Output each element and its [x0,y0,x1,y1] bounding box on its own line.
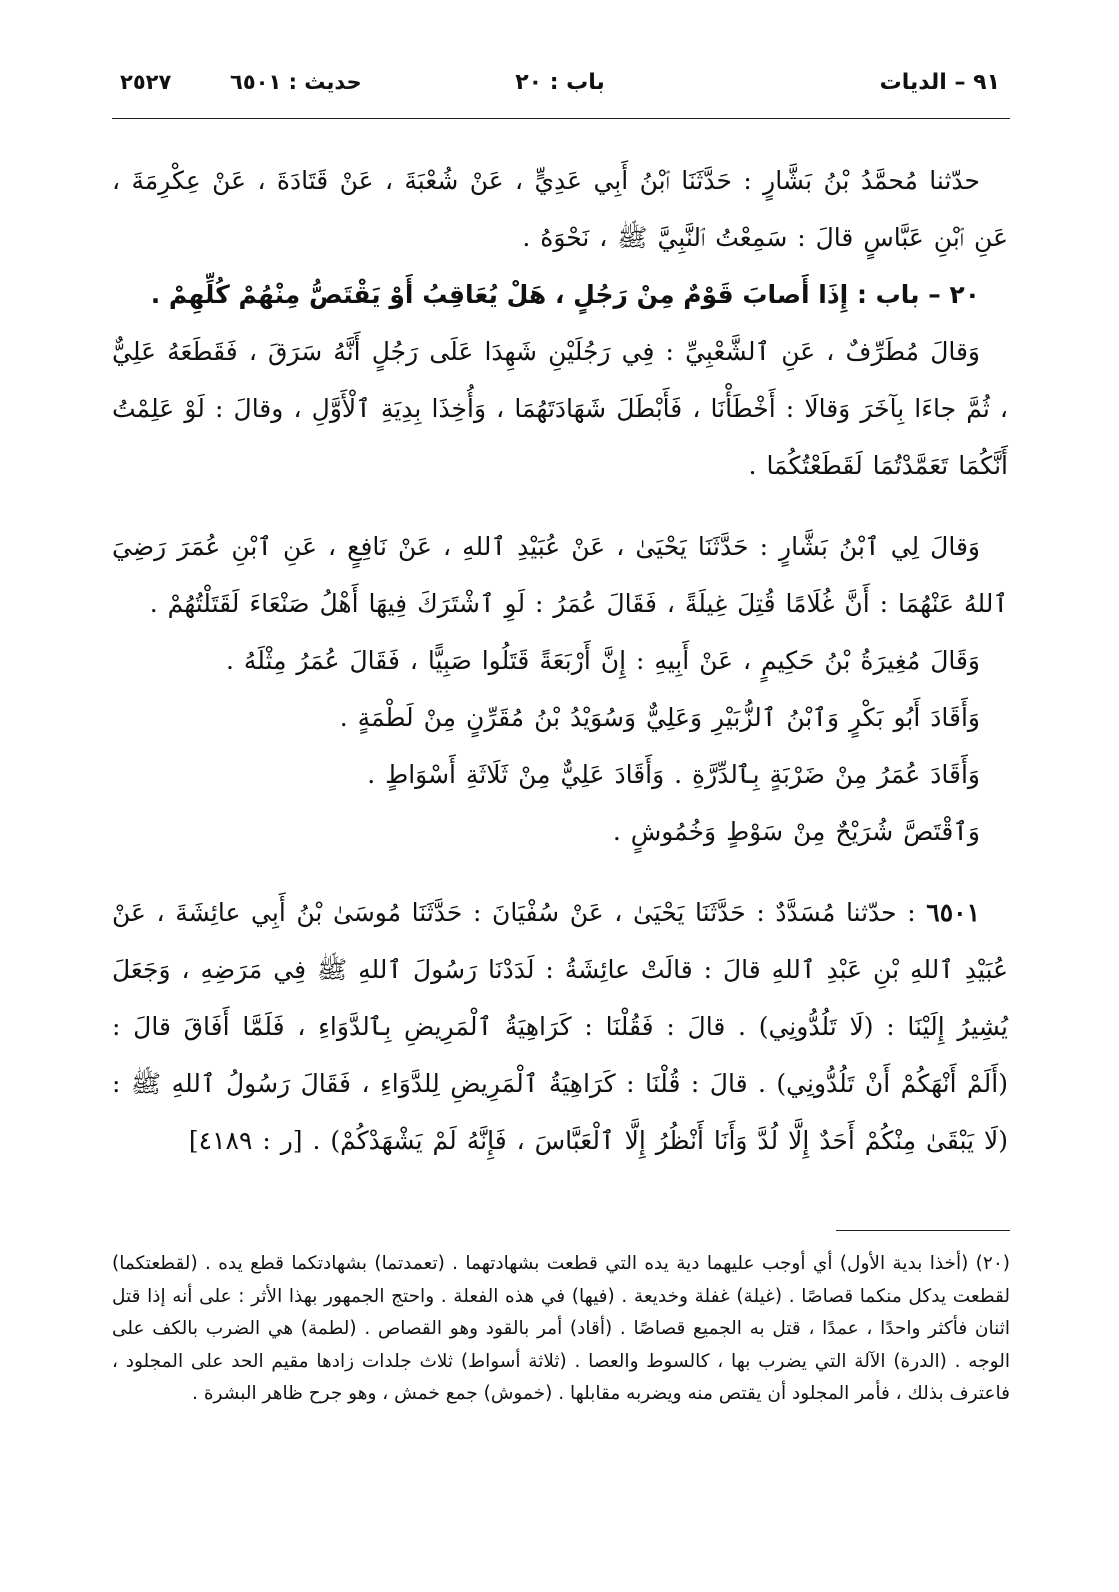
aqada-abu-bakr-paragraph: وَأَقَادَ أَبُو بَكْرٍ وَٱبْنُ ٱلزُّبَيْرِ وَعَلِيٌّ وَسُوَيْدُ بْنُ مُقَرِّنٍ مِنْ لَطْمَةٍ . [339,703,980,732]
mutarrif-paragraph: وَقالَ مُطَرِّفٌ ، عَنِ ٱلشَّعْبِيِّ : فِي رَجُلَيْنِ شَهِدَا عَلَى رَجُلٍ أَنَّهُ سَرَقَ ، فَقَطَعَهُ عَلِيٌّ ، ثُمَّ جاءَا بِآخَرَ وَقالَا : أَخْطَأْنَا ، فَأَبْطَلَ شَهَادَتَهُمَا ، وَأُخِذَا بِدِيَةِ ٱلْأَوَّلِ ، وقالَ : لَوْ عَلِمْتُ أَنَّكُمَا تَعَمَّدْتُمَا لَقَطَعْتُكُمَا . [112,337,1008,480]
running-header [120,64,1000,104]
chapter-heading: ٢٠ – باب : إِذَا أَصابَ قَوْمٌ مِنْ رَجُلٍ ، هَلْ يُعَاقِبُ أَوْ يَقْتَصُّ مِنْهُمْ كُلِّهِمْ . [150,280,980,309]
main-text [112,152,1008,1169]
hadith-6501-paragraph [112,884,1008,1169]
page-number: ٢٥٢٧ [120,70,172,94]
mughira-paragraph: وَقَالَ مُغِيرَةُ بْنُ حَكِيمٍ ، عَنْ أَبِيهِ : إِنَّ أَرْبَعَةً قَتَلُوا صَبِيًّا ، فَقَالَ عُمَرُ مِثْلَهُ . [225,646,980,675]
book-title: ٩١ – الديات [879,70,1000,95]
hadith-number: ٦٥٠١ [926,898,980,927]
footnote-20: (٢٠) (أخذا بدية الأول) أي أوجب عليهما دية يده التي قطعت بشهادتهما . (تعمدتما) بشهادتكما قطع يده . (لقطعتكما) لقطعت يدكل منكما قصاصًا . (غيلة) غفلة وخديعة . (فيها) في هذه الفعلة . واحتج الجمهور بهذا الأثر : على أنه إذا قتل اثنان فأكثر واحدًا ، عمدًا ، قتل به الجميع قصاصًا . (أقاد) أمر بالقود وهو القصاص . (لطمة) هي الضرب بالكف على الوجه . (الدرة) الآلة التي يضرب بها ، كالسوط والعصا . (ثلاثة أسواط) ثلاث جلدات زادها مقيم الحد على المجلود ، فاعترف بذلك ، فأمر المجلود أن يقتص منه ويضربه مقابلها . (خموش) جمع خمش ، وهو جرح ظاهر البشرة . [112,1253,1010,1404]
hadith-reference: حديث : ٦٥٠١ [230,70,362,94]
aqada-umar-paragraph: وَأَقَادَ عُمَرُ مِنْ ضَرْبَةٍ بِٱلدِّرَّةِ . وَأَقَادَ عَلِيٌّ مِنْ ثَلَاثَةِ أَسْوَاطٍ . [367,760,980,789]
hadith-6501-text: : حدّثنا مُسَدَّدٌ : حَدَّثَنَا يَحْيَىٰ ، عَنْ سُفْيَانَ : حَدَّثَنَا مُوسَىٰ بْنُ أَبِي عائِشَةَ ، عَنْ عُبَيْدِ ٱللهِ بْنِ عَبْدِ ٱللهِ قالَ : قالَتْ عائِشَةُ : لَدَدْنَا رَسُولَ ٱللهِ ﷺ فِي مَرَضِهِ ، وَجَعَلَ يُشِيرُ إِلَيْنَا : (لَا تَلُدُّونِي) . قالَ : فَقُلْنَا : كَرَاهِيَةُ ٱلْمَرِيضِ بِٱلدَّوَاءِ ، فَلَمَّا أَفَاقَ قالَ : (أَلَمْ أَنْهَكُمْ أَنْ تَلُدُّونِي) . قالَ : قُلْنَا : كَرَاهِيَةُ ٱلْمَرِيضِ لِلدَّوَاءِ ، فَقَالَ رَسُولُ ٱللهِ ﷺ : (لَا يَبْقَىٰ مِنْكُمْ أَحَدٌ إِلَّا لُدَّ وَأَنَا أَنْظُرُ إِلَّا ٱلْعَبَّاسَ ، فَإِنَّهُ لَمْ يَشْهَدْكُمْ) . [ر : ٤١٨٩] [112,898,1008,1155]
footnotes [112,1248,1010,1411]
hadith-chain-paragraph: حدّثنا مُحمَّدُ بْنُ بَشَّارٍ : حَدَّثَنَا ٱبْنُ أَبِي عَدِيٍّ ، عَنْ شُعْبَةَ ، عَنْ قَتَادَةَ ، عَنْ عِكْرِمَةَ ، عَنِ ٱبْنِ عَبَّاسٍ قالَ : سَمِعْتُ ٱلنَّبِيَّ ﷺ ، نَحْوَهُ . [112,166,1008,252]
shurayh-paragraph: وَٱقْتَصَّ شُرَيْحٌ مِنْ سَوْطٍ وَخُمُوشٍ . [612,817,980,846]
footnote-divider [836,1230,1010,1231]
chapter-label: باب : ٢٠ [515,70,605,95]
ibn-bashshar-paragraph: وَقالَ لِي ٱبْنُ بَشَّارٍ : حَدَّثَنَا يَحْيَىٰ ، عَنْ عُبَيْدِ ٱللهِ ، عَنْ نَافِعٍ ، عَنِ ٱبْنِ عُمَرَ رَضِيَ ٱللهُ عَنْهُمَا : أَنَّ غُلَامًا قُتِلَ غِيلَةً ، فَقَالَ عُمَرُ : لَوِ ٱشْتَرَكَ فِيهَا أَهْلُ صَنْعَاءَ لَقَتَلْتُهُمْ . [112,532,1008,618]
header-divider [112,118,1010,119]
